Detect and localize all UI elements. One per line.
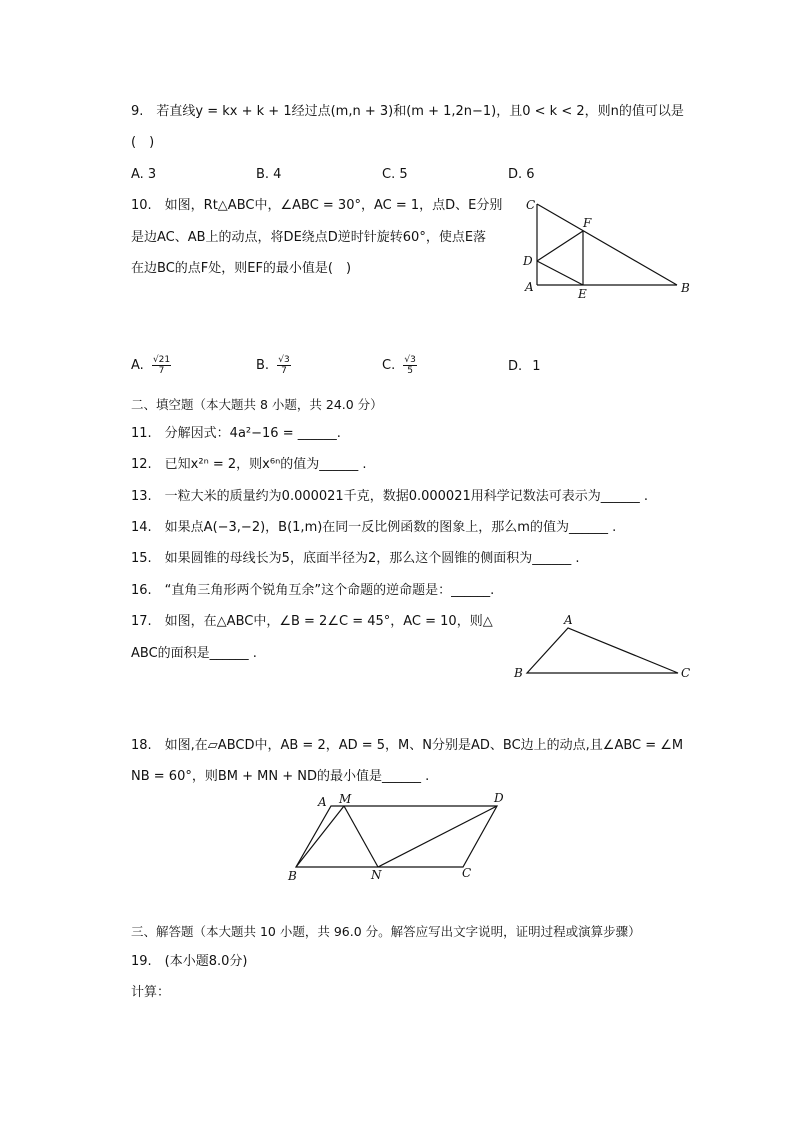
q10-stem-line1: 10. 如图，Rt△ABC中，∠ABC = 30°，AC = 1，点D、E分别 <box>131 198 503 213</box>
q9-paren: ( ) <box>131 135 155 150</box>
q10-label-e: E <box>578 287 587 301</box>
q10-option-d-value: 1 <box>532 359 541 374</box>
q14-text: 14. 如果点A(−3,−2)，B(1,m)在同一反比例函数的图象上，那么m的值为______ . <box>131 520 617 535</box>
q18-label-m: M <box>339 792 352 806</box>
q19-prompt: 计算： <box>131 985 171 1000</box>
q18-label-a: A <box>318 795 327 809</box>
q10-option-a-den: 7 <box>158 366 165 376</box>
q9-option-b: B. 4 <box>256 167 282 182</box>
q10-label-d: D <box>523 254 533 268</box>
q10-option-a-num: √21 <box>152 355 171 365</box>
q10-option-b-den: 7 <box>281 366 287 376</box>
q18-label-b: B <box>288 869 297 883</box>
q17-text-line2: ABC的面积是______ . <box>131 646 257 661</box>
section3-heading: 三、解答题（本大题共 10 小题，共 96.0 分。解答应写出文字说明，证明过程或演算步骤） <box>131 924 641 939</box>
q10-option-c-letter: C. <box>382 358 396 373</box>
q18-segment-mn <box>344 806 378 867</box>
q10-option-d-letter: D. <box>508 359 523 374</box>
q17-label-c: C <box>681 666 691 680</box>
q15-text: 15. 如果圆锥的母线长为5，底面半径为2，那么这个圆锥的侧面积为______ . <box>131 551 580 566</box>
q16-text: 16. “直角三角形两个锐角互余”这个命题的逆命题是：______. <box>131 583 495 598</box>
q12-text: 12. 已知x²ⁿ = 2，则x⁶ⁿ的值为______ . <box>131 457 367 472</box>
q17-text-line1: 17. 如图，在△ABC中，∠B = 2∠C = 45°，AC = 10，则△ <box>131 614 493 629</box>
q9-option-a: A. 3 <box>131 167 157 182</box>
q18-label-c: C <box>462 866 472 880</box>
q17-label-b: B <box>514 666 523 680</box>
q18-label-n: N <box>371 868 382 882</box>
q9-option-d: D. 6 <box>508 167 535 182</box>
section2-heading: 二、填空题（本大题共 8 小题，共 24.0 分） <box>131 397 383 412</box>
q9-option-c: C. 5 <box>382 167 408 182</box>
q10-stem-line3: 在边BC的点F处，则EF的最小值是( ) <box>131 261 352 276</box>
q18-segment-bm <box>296 806 344 867</box>
q10-option-b-num: √3 <box>278 355 290 365</box>
q10-label-c: C <box>526 198 536 212</box>
q13-text: 13. 一粒大米的质量约为0.000021千克，数据0.000021用科学记数法可表示为______ . <box>131 489 648 504</box>
q17-label-a: A <box>564 613 573 627</box>
q10-label-f: F <box>583 216 592 230</box>
q18-segment-nd <box>378 806 497 867</box>
q10-stem-line2: 是边AC、AB上的动点，将DE绕点D逆时针旋转60°，使点E落 <box>131 230 487 245</box>
q10-option-b-letter: B. <box>256 358 270 373</box>
q11-text: 11. 分解因式：4a²−16 = ______. <box>131 426 341 441</box>
q10-label-a: A <box>525 280 534 294</box>
q9-stem: 9. 若直线y = kx + k + 1经过点(m,n + 3)和(m + 1,2n−1)，且0 < k < 2，则n的值可以是 <box>131 104 684 119</box>
q18-label-d: D <box>494 791 504 805</box>
q10-option-c-num: √3 <box>404 355 416 365</box>
q10-option-c-den: 5 <box>407 366 413 376</box>
q10-option-a-letter: A. <box>131 358 144 373</box>
q18-stem-line1: 18. 如图,在▱ABCD中，AB = 2，AD = 5，M、N分别是AD、BC边上的动点,且∠ABC = ∠M <box>131 738 684 753</box>
q10-label-b: B <box>681 281 690 295</box>
q18-stem-line2: NB = 60°，则BM + MN + ND的最小值是______ . <box>131 769 430 784</box>
q19-title: 19. (本小题8.0分) <box>131 954 248 969</box>
